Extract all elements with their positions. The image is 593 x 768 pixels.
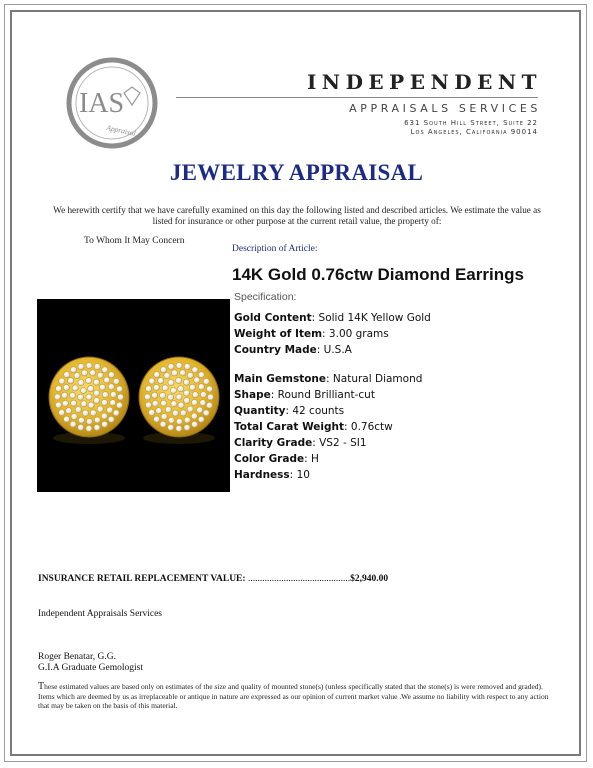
- spec-value: 3.00 grams: [328, 328, 389, 340]
- spec-row: Weight of Item: 3.00 grams: [234, 328, 389, 340]
- spec-row: Main Gemstone: Natural Diamond: [234, 373, 423, 385]
- certification-text: We herewith certify that we have carefully examined on this day the following listed and described articles. We estimate the value as listed for insurance or other purpose at the current retail value, the property of:: [53, 205, 541, 226]
- description-label: Description of Article:: [232, 244, 318, 254]
- issuer-name: Independent Appraisals Services: [38, 609, 162, 619]
- spec-row: Hardness: 10: [234, 469, 310, 481]
- company-name: INDEPENDENT: [306, 70, 542, 94]
- spec-value: VS2 - SI1: [319, 437, 367, 449]
- valuation-amount: $2,940.00: [350, 574, 389, 584]
- spec-spacer: [234, 358, 431, 371]
- spec-label: Total Carat Weight: [234, 421, 345, 433]
- valuation-label: INSURANCE RETAIL REPLACEMENT VALUE:: [38, 574, 246, 584]
- spec-label: Main Gemstone: [234, 373, 327, 385]
- spec-value: 42 counts: [292, 405, 345, 417]
- company-subtitle: APPRAISALS SERVICES: [349, 102, 541, 115]
- recipient: To Whom It May Concern: [84, 236, 185, 246]
- header-rule: [176, 97, 538, 98]
- spec-row: Color Grade: H: [234, 453, 319, 465]
- company-header: [176, 70, 542, 137]
- valuation-line: [38, 574, 388, 584]
- valuation-leader: ...........................................: [247, 574, 351, 584]
- spec-row: Country Made: U.S.A: [234, 344, 352, 356]
- ias-logo: [66, 57, 158, 149]
- signer-block: [38, 652, 143, 674]
- earring-right: [139, 357, 219, 437]
- spec-value: 10: [296, 469, 310, 481]
- document-title: JEWELRY APPRAISAL: [169, 160, 424, 185]
- earring-left: [49, 357, 129, 437]
- spec-row: Total Carat Weight: 0.76ctw: [234, 421, 393, 433]
- spec-value: Round Brilliant-cut: [277, 389, 375, 401]
- specification-label: Specification:: [234, 291, 297, 303]
- spec-label: Color Grade: [234, 453, 305, 465]
- spec-value: U.S.A: [323, 344, 352, 356]
- spec-value: H: [310, 453, 319, 465]
- spec-label: Quantity: [234, 405, 286, 417]
- spec-row: Clarity Grade: VS2 - SI1: [234, 437, 367, 449]
- disclaimer: [38, 682, 558, 711]
- product-photo: [37, 299, 230, 492]
- spec-row: Shape: Round Brilliant-cut: [234, 389, 375, 401]
- specification-list: [234, 310, 431, 483]
- address-line-2: Los Angeles, California 90014: [410, 128, 538, 136]
- diamond-icon: [124, 87, 140, 105]
- disclaimer-initial: T: [38, 681, 45, 692]
- logo-monogram: IAS: [79, 88, 125, 119]
- spec-label: Weight of Item: [234, 328, 323, 340]
- spec-value: Natural Diamond: [332, 373, 423, 385]
- disclaimer-text: hese estimated values are based only on estimates of the size and quality of mounted stone(s) (unless specifically stated that the stone(s) is were removed and graded). Items which are deemed by us as irreplaceable or antique in nature are expressed as our opinion of current market value .We assume no liability with respect to any action that may be taken on the basis of this material.: [38, 682, 549, 710]
- spec-label: Country Made: [234, 344, 317, 356]
- signer-title: G.I.A Graduate Gemologist: [38, 663, 144, 673]
- spec-label: Clarity Grade: [234, 437, 313, 449]
- spec-row: Quantity: 42 counts: [234, 405, 345, 417]
- spec-value: Solid 14K Yellow Gold: [318, 312, 431, 324]
- spec-label: Hardness: [234, 469, 290, 481]
- spec-row: Gold Content: Solid 14K Yellow Gold: [234, 312, 431, 324]
- logo-tagline: Appraisal: [105, 122, 137, 138]
- spec-label: Shape: [234, 389, 271, 401]
- spec-value: 0.76ctw: [350, 421, 393, 433]
- spec-label: Gold Content: [234, 312, 312, 324]
- item-title: 14K Gold 0.76ctw Diamond Earrings: [232, 265, 524, 284]
- address-line-1: 631 South Hill Street, Suite 22: [404, 119, 538, 127]
- signer-name: Roger Benatar, G.G.: [38, 652, 116, 662]
